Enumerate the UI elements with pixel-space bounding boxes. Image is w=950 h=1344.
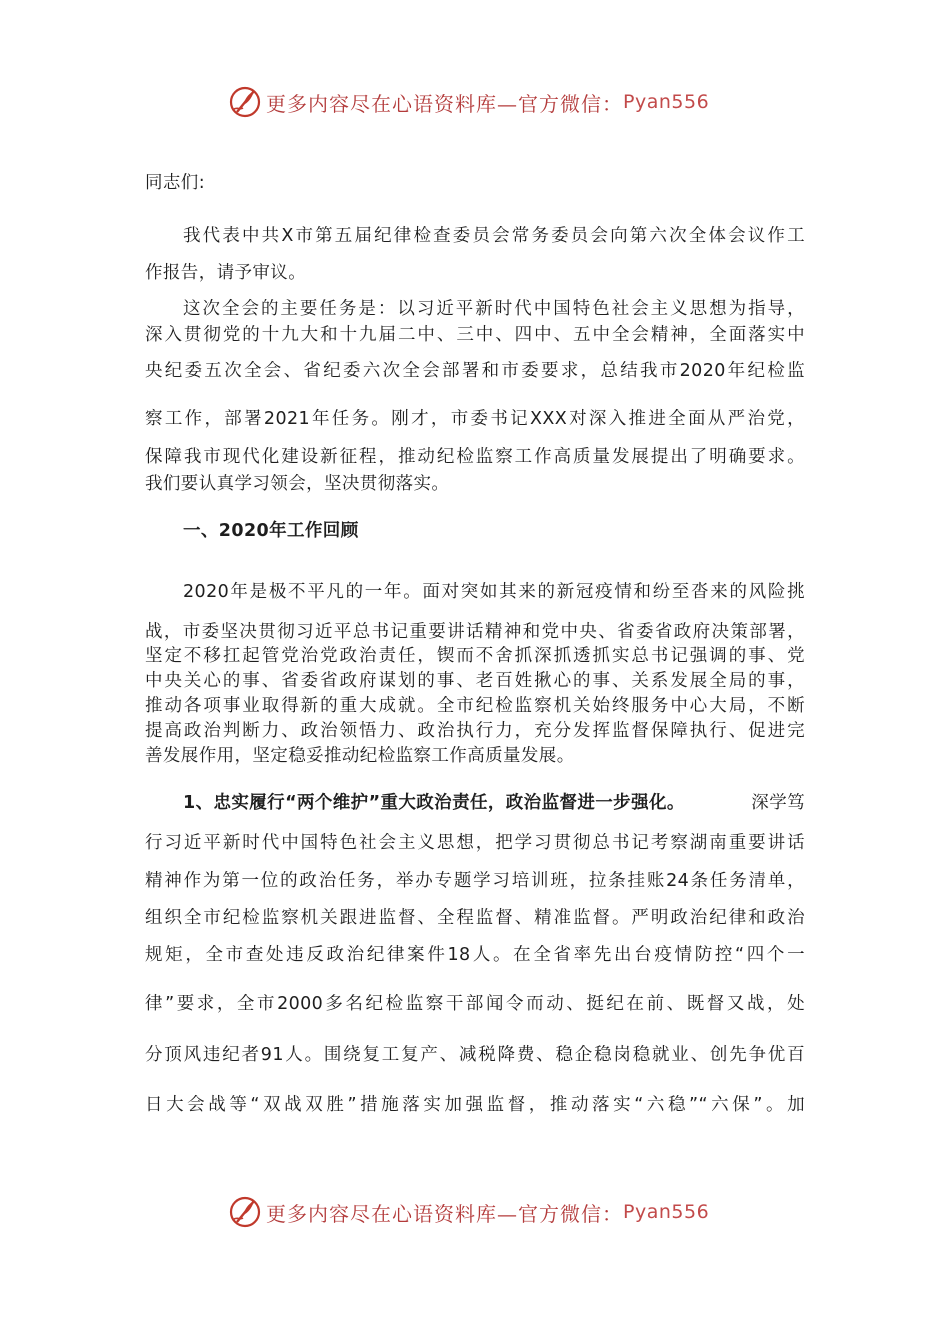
salutation: 同志们: [145,173,205,193]
paragraph-line: 精神作为第一位的政治任务，举办专题学习培训班，拉条挂账24条任务清单， [145,871,805,891]
header-banner [228,82,748,122]
paragraph-line: 日大会战等“双战双胜”措施落实加强监督，推动落实“六稳”“六保”。加 [145,1095,805,1115]
paragraph-line: 2020年是极不平凡的一年。面对突如其来的新冠疫情和纷至沓来的风险挑 [183,582,805,602]
paragraph-line: 推动各项事业取得新的重大成就。全市纪检监察机关始终服务中心大局，不断 [145,696,805,716]
paragraph-line: 察工作，部署2021年任务。刚才，市委书记XXX对深入推进全面从严治党， [145,409,805,429]
section-heading: 一、2020年工作回顾 [183,521,359,541]
banner-wechat-id: Pyan556 [623,91,710,113]
paragraph-line: 作报告，请予审议。 [145,263,307,283]
paragraph-line: 我代表中共X市第五届纪律检查委员会常务委员会向第六次全体会议作工 [183,226,805,246]
subsection-heading: 1、忠实履行“两个维护”重大政治责任，政治监督进一步强化。 [183,793,685,813]
paragraph-line: 坚定不移扛起管党治党政治责任，锲而不舍抓深抓透抓实总书记强调的事、党 [145,646,805,666]
subsection-line [183,791,805,815]
paragraph-line: 我们要认真学习领会，坚决贯彻落实。 [145,474,450,494]
subsection-lead-text: 深学笃 [751,793,805,813]
paragraph-line: 中央关心的事、省委省政府谋划的事、老百姓揪心的事、关系发展全局的事， [145,671,805,691]
banner-site-text: 更多内容尽在心语资料库—官方微信： [266,91,623,116]
paragraph-line: 保障我市现代化建设新征程，推动纪检监察工作高质量发展提出了明确要求。 [145,447,805,467]
quill-logo-icon [228,85,262,119]
paragraph-line: 提高政治判断力、政治领悟力、政治执行力，充分发挥监督保障执行、促进完 [145,721,805,741]
paragraph-line: 律”要求，全市2000多名纪检监察干部闻令而动、挺纪在前、既督又战，处 [145,994,805,1014]
quill-logo-icon [228,1195,262,1229]
banner-site-text: 更多内容尽在心语资料库—官方微信： [266,1201,623,1226]
paragraph-line: 组织全市纪检监察机关跟进监督、全程监督、精准监督。严明政治纪律和政治 [145,908,805,928]
paragraph-line: 这次全会的主要任务是：以习近平新时代中国特色社会主义思想为指导， [183,299,805,319]
footer-banner [228,1192,748,1232]
paragraph-line: 行习近平新时代中国特色社会主义思想，把学习贯彻总书记考察湖南重要讲话 [145,833,805,853]
paragraph-line: 善发展作用，坚定稳妥推动纪检监察工作高质量发展。 [145,746,575,766]
paragraph-line: 深入贯彻党的十九大和十九届二中、三中、四中、五中全会精神，全面落实中 [145,325,805,345]
paragraph-line: 战，市委坚决贯彻习近平总书记重要讲话精神和党中央、省委省政府决策部署， [145,622,805,642]
paragraph-line: 规矩，全市查处违反政治纪律案件18人。在全省率先出台疫情防控“四个一 [145,945,805,965]
paragraph-line: 央纪委五次全会、省纪委六次全会部署和市委要求，总结我市2020年纪检监 [145,361,805,381]
paragraph-line: 分顶风违纪者91人。围绕复工复产、减税降费、稳企稳岗稳就业、创先争优百 [145,1045,805,1065]
banner-wechat-id: Pyan556 [623,1201,710,1223]
